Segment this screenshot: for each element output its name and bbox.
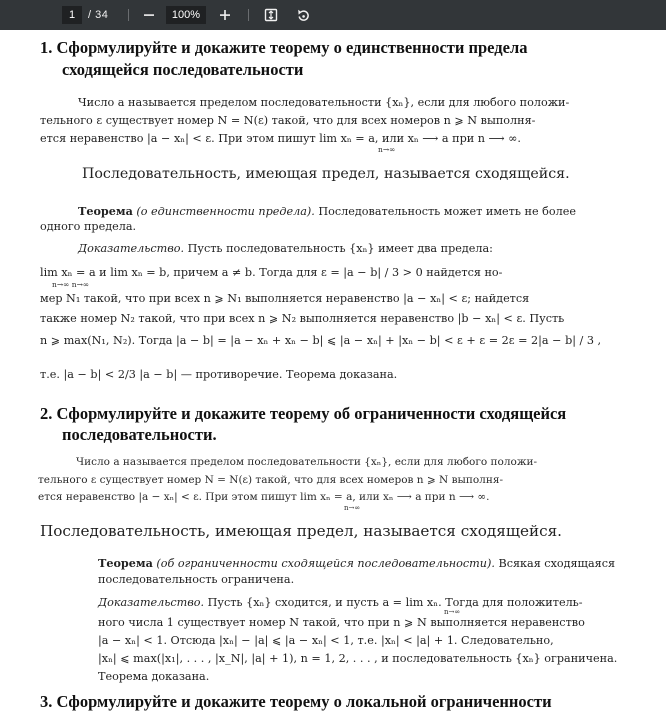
proof-text: Пусть {xₙ} сходится, и пусть a = lim xₙ. Тогда для положитель- bbox=[207, 596, 583, 609]
definition-line: ется неравенство |a − xₙ| < ε. При этом пишут lim xₙ = a, или xₙ ⟶ a при n ⟶ ∞. bbox=[40, 132, 521, 145]
pdf-page bbox=[0, 30, 666, 714]
section-1-title: 1. Сформулируйте и докажите теорему о единственности предела bbox=[40, 38, 528, 57]
pdf-toolbar bbox=[0, 0, 666, 30]
convergence-definition: Последовательность, имеющая предел, называется сходящейся. bbox=[82, 166, 570, 182]
convergence-definition: Последовательность, имеющая предел, называется сходящейся. bbox=[40, 522, 562, 540]
zoom-level-input[interactable] bbox=[166, 6, 206, 24]
proof-line: т.е. |a − b| < 2/3 |a − b| — противоречие. Теорема доказана. bbox=[40, 368, 398, 381]
definition-line: тельного ε существует номер N = N(ε) такой, что для всех номеров n ⩾ N выполня- bbox=[38, 474, 503, 486]
proof-line: |a − xₙ| < 1. Отсюда |xₙ| − |a| ⩽ |a − xₙ| < 1, т.е. |xₙ| < |a| + 1. Следовательно, bbox=[98, 634, 554, 647]
section-3-title: 3. Сформулируйте и докажите теорему о локальной ограниченности bbox=[40, 692, 552, 711]
theorem-line bbox=[78, 204, 576, 218]
proof-label: Доказательство. bbox=[78, 242, 185, 255]
limit-subscript: n→∞ n→∞ bbox=[52, 280, 90, 289]
limit-subscript: n→∞ bbox=[444, 608, 461, 616]
section-2-title-cont: последовательности. bbox=[62, 425, 217, 444]
proof-label: Доказательство. bbox=[98, 596, 205, 609]
section-2-title: 2. Сформулируйте и докажите теорему об ограниченности сходящейся bbox=[40, 404, 567, 423]
rotate-icon bbox=[296, 8, 311, 23]
definition-line: Число a называется пределом последовательности {xₙ}, если для любого положи- bbox=[76, 456, 538, 468]
proof-line bbox=[98, 596, 583, 609]
definition-line: тельного ε существует номер N = N(ε) такой, что для всех номеров n ⩾ N выполня- bbox=[40, 114, 536, 127]
theorem-name: (об ограниченности сходящейся последовательности). bbox=[156, 557, 495, 570]
theorem-label: Теорема bbox=[98, 556, 153, 570]
minus-icon bbox=[143, 9, 155, 21]
proof-line: Теорема доказана. bbox=[98, 670, 210, 683]
proof-line: |xₙ| ⩽ max(|x₁|, . . . , |x_N|, |a| + 1), n = 1, 2, . . . , и последовательность {xₙ} ограничена. bbox=[98, 652, 618, 665]
definition-line: ется неравенство |a − xₙ| < ε. При этом пишут lim xₙ = a, или xₙ ⟶ a при n ⟶ ∞. bbox=[38, 491, 490, 503]
zoom-out-button[interactable] bbox=[140, 0, 158, 30]
plus-icon bbox=[219, 9, 231, 21]
theorem-label: Теорема bbox=[78, 204, 133, 218]
proof-line: ного числа 1 существует номер N такой, что при n ⩾ N выполняется неравенство bbox=[98, 616, 585, 629]
theorem-text: Последовательность может иметь не более bbox=[318, 205, 576, 218]
proof-line bbox=[78, 242, 493, 255]
theorem-line: последовательность ограничена. bbox=[98, 573, 295, 586]
theorem-name: (о единственности предела). bbox=[136, 205, 315, 218]
rotate-button[interactable] bbox=[294, 0, 312, 30]
page-total: / 34 bbox=[88, 9, 109, 21]
proof-text: Пусть последовательность {xₙ} имеет два предела: bbox=[187, 242, 493, 255]
zoom-level-value: 100% bbox=[171, 9, 201, 21]
theorem-line: одного предела. bbox=[40, 220, 137, 233]
toolbar-divider bbox=[248, 9, 249, 21]
page-number-input[interactable] bbox=[62, 6, 82, 24]
page-number-value: 1 bbox=[68, 9, 76, 21]
theorem-text: Всякая сходящаяся bbox=[498, 557, 616, 570]
definition-line: Число a называется пределом последовательности {xₙ}, если для любого положи- bbox=[78, 96, 570, 109]
section-1-title-cont: сходящейся последовательности bbox=[62, 60, 304, 79]
zoom-in-button[interactable] bbox=[216, 0, 234, 30]
limit-subscript: n→∞ bbox=[344, 504, 361, 512]
proof-line: n ⩾ max(N₁, N₂). Тогда |a − b| = |a − xₙ + xₙ − b| ⩽ |a − xₙ| + |xₙ − b| < ε + ε = 2ε = 2|a − b| / 3 , bbox=[40, 334, 602, 347]
limit-subscript: n→∞ bbox=[378, 145, 396, 154]
proof-line: также номер N₂ такой, что при всех n ⩾ N₂ выполняется неравенство |b − xₙ| < ε. Пусть bbox=[40, 312, 565, 325]
toolbar-divider bbox=[128, 9, 129, 21]
proof-line: lim xₙ = a и lim xₙ = b, причем a ≠ b. Тогда для ε = |a − b| / 3 > 0 найдется но- bbox=[40, 266, 503, 279]
proof-line: мер N₁ такой, что при всех n ⩾ N₁ выполняется неравенство |a − xₙ| < ε; найдется bbox=[40, 292, 530, 305]
fit-page-icon bbox=[264, 8, 278, 22]
theorem-line bbox=[98, 556, 615, 570]
fit-page-button[interactable] bbox=[262, 0, 280, 30]
